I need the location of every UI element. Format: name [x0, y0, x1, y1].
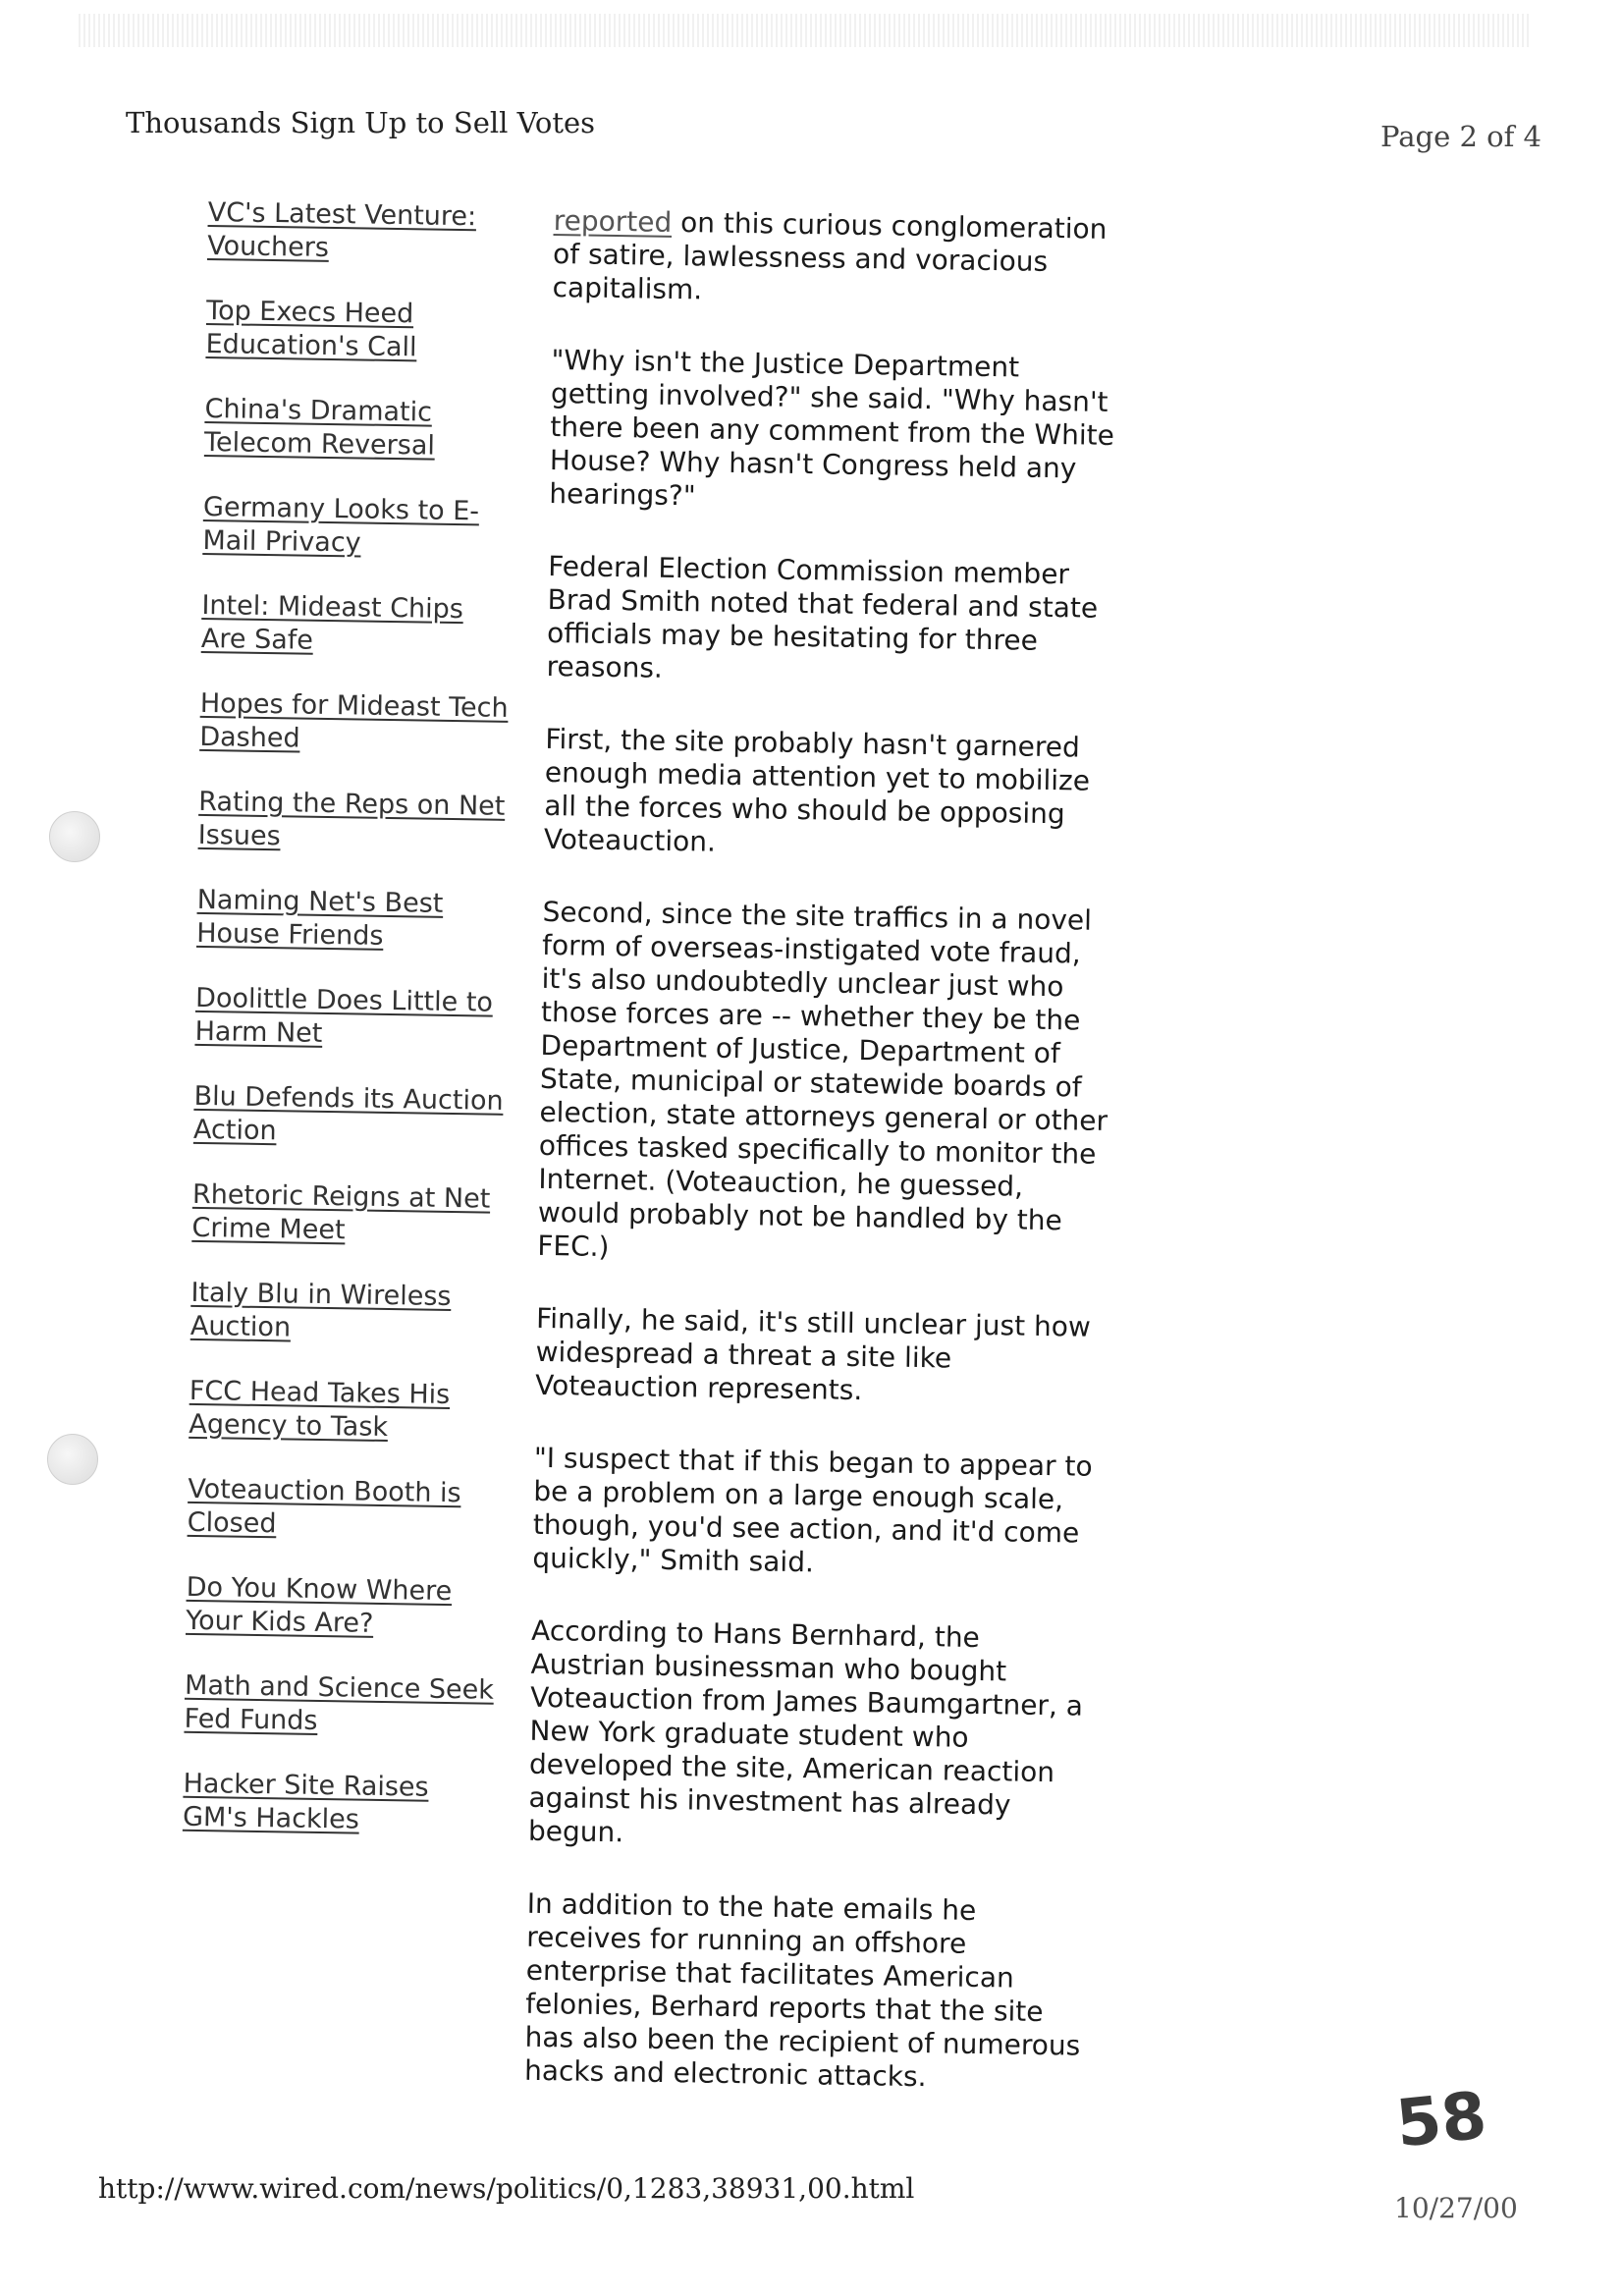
- sidebar-link-rhetoric[interactable]: Rhetoric Reigns at Net Crime Meet: [191, 1178, 491, 1246]
- sidebar-link-vouchers[interactable]: VC's Latest Venture: Vouchers: [206, 196, 477, 263]
- punch-hole: [47, 1434, 98, 1485]
- article-paragraph: In addition to the hate emails he receives for running an offshore enterprise that facilitates American felonies, Berhard reports that the site has also been the recipient of numerous hacks and electronic attacks.: [523, 1886, 1081, 2094]
- sidebar-link-house-friends[interactable]: Naming Net's Best House Friends: [195, 884, 444, 952]
- article-paragraph: Second, since the site traffics in a novel form of overseas-instigated vote fraud, it's also undoubtedly unclear just who those forces are -- whether they be the Department of Justice, Department of State, municipal or statewide boards of election, state attorneys general or other offices tasked specifically to monitor the Internet. (Voteauction, he guessed, would probably not be handled by the FEC.): [537, 895, 1108, 1264]
- page-number: Page 2 of 4: [1380, 120, 1541, 153]
- sidebar-link-china-telecom[interactable]: China's Dramatic Telecom Reversal: [203, 393, 436, 462]
- sidebar-link-voteauction-closed[interactable]: Voteauction Booth is Closed: [187, 1473, 461, 1540]
- article-lead-text: on this curious conglomeration of satire, lawlessness and voracious capitalism.: [552, 205, 1108, 306]
- sidebar-link-intel-chips[interactable]: Intel: Mideast Chips Are Safe: [200, 589, 464, 656]
- sidebar-link-doolittle[interactable]: Doolittle Does Little to Harm Net: [194, 982, 494, 1049]
- footer-date: 10/27/00: [1394, 2192, 1518, 2224]
- article-paragraph: Finally, he said, it's still unclear just how widespread a threat a site like Voteauction represents.: [534, 1301, 1092, 1407]
- sidebar-link-mideast-tech[interactable]: Hopes for Mideast Tech Dashed: [199, 687, 509, 754]
- handwritten-page-number: 58: [1392, 2077, 1490, 2162]
- sidebar-link-fcc-head[interactable]: FCC Head Takes His Agency to Task: [189, 1375, 451, 1444]
- article-paragraph: According to Hans Bernhard, the Austrian businessman who bought Voteauction from James Baumgartner, a New York graduate student who developed the site, American reaction against his investment has already begun.: [527, 1613, 1084, 1849]
- reported-link[interactable]: reported: [553, 204, 673, 239]
- article-paragraph: First, the site probably hasn't garnered enough media attention yet to mobilize all the forces who should be opposing Voteauction.: [543, 722, 1091, 858]
- related-links-sidebar: [182, 196, 520, 1871]
- sidebar-link-italy-blu[interactable]: Italy Blu in Wireless Auction: [189, 1277, 452, 1343]
- sidebar-link-math-science[interactable]: Math and Science Seek Fed Funds: [184, 1669, 495, 1736]
- sidebar-link-germany-privacy[interactable]: Germany Looks to E-Mail Privacy: [202, 491, 480, 559]
- article-paragraph: "Why isn't the Justice Department getting involved?" she said. "Why hasn't there been any comment from the White House? Why hasn't Congress held any hearings?": [549, 343, 1115, 513]
- punch-hole: [49, 811, 100, 862]
- scan-noise: [79, 14, 1532, 47]
- page-title: Thousands Sign Up to Sell Votes: [126, 106, 596, 139]
- article-paragraph: [552, 204, 1123, 313]
- article-paragraph: Federal Election Commission member Brad Smith noted that federal and state officials may be hesitating for three reasons.: [546, 549, 1099, 684]
- sidebar-link-blu-defends[interactable]: Blu Defends its Auction Action: [192, 1080, 504, 1147]
- sidebar-link-rating-reps[interactable]: Rating the Reps on Net Issues: [197, 786, 506, 852]
- sidebar-link-hacker-site[interactable]: Hacker Site Raises GM's Hackles: [182, 1768, 429, 1835]
- sidebar-link-kids[interactable]: Do You Know Where Your Kids Are?: [185, 1571, 453, 1639]
- sidebar-link-education[interactable]: Top Execs Heed Education's Call: [205, 295, 417, 363]
- article-body: [523, 204, 1123, 2136]
- footer-url: http://www.wired.com/news/politics/0,1283,38931,00.html: [98, 2172, 915, 2205]
- article-paragraph: "I suspect that if this began to appear to be a problem on a large enough scale, though, you'd see action, and it'd come quickly," Smith said.: [532, 1441, 1093, 1579]
